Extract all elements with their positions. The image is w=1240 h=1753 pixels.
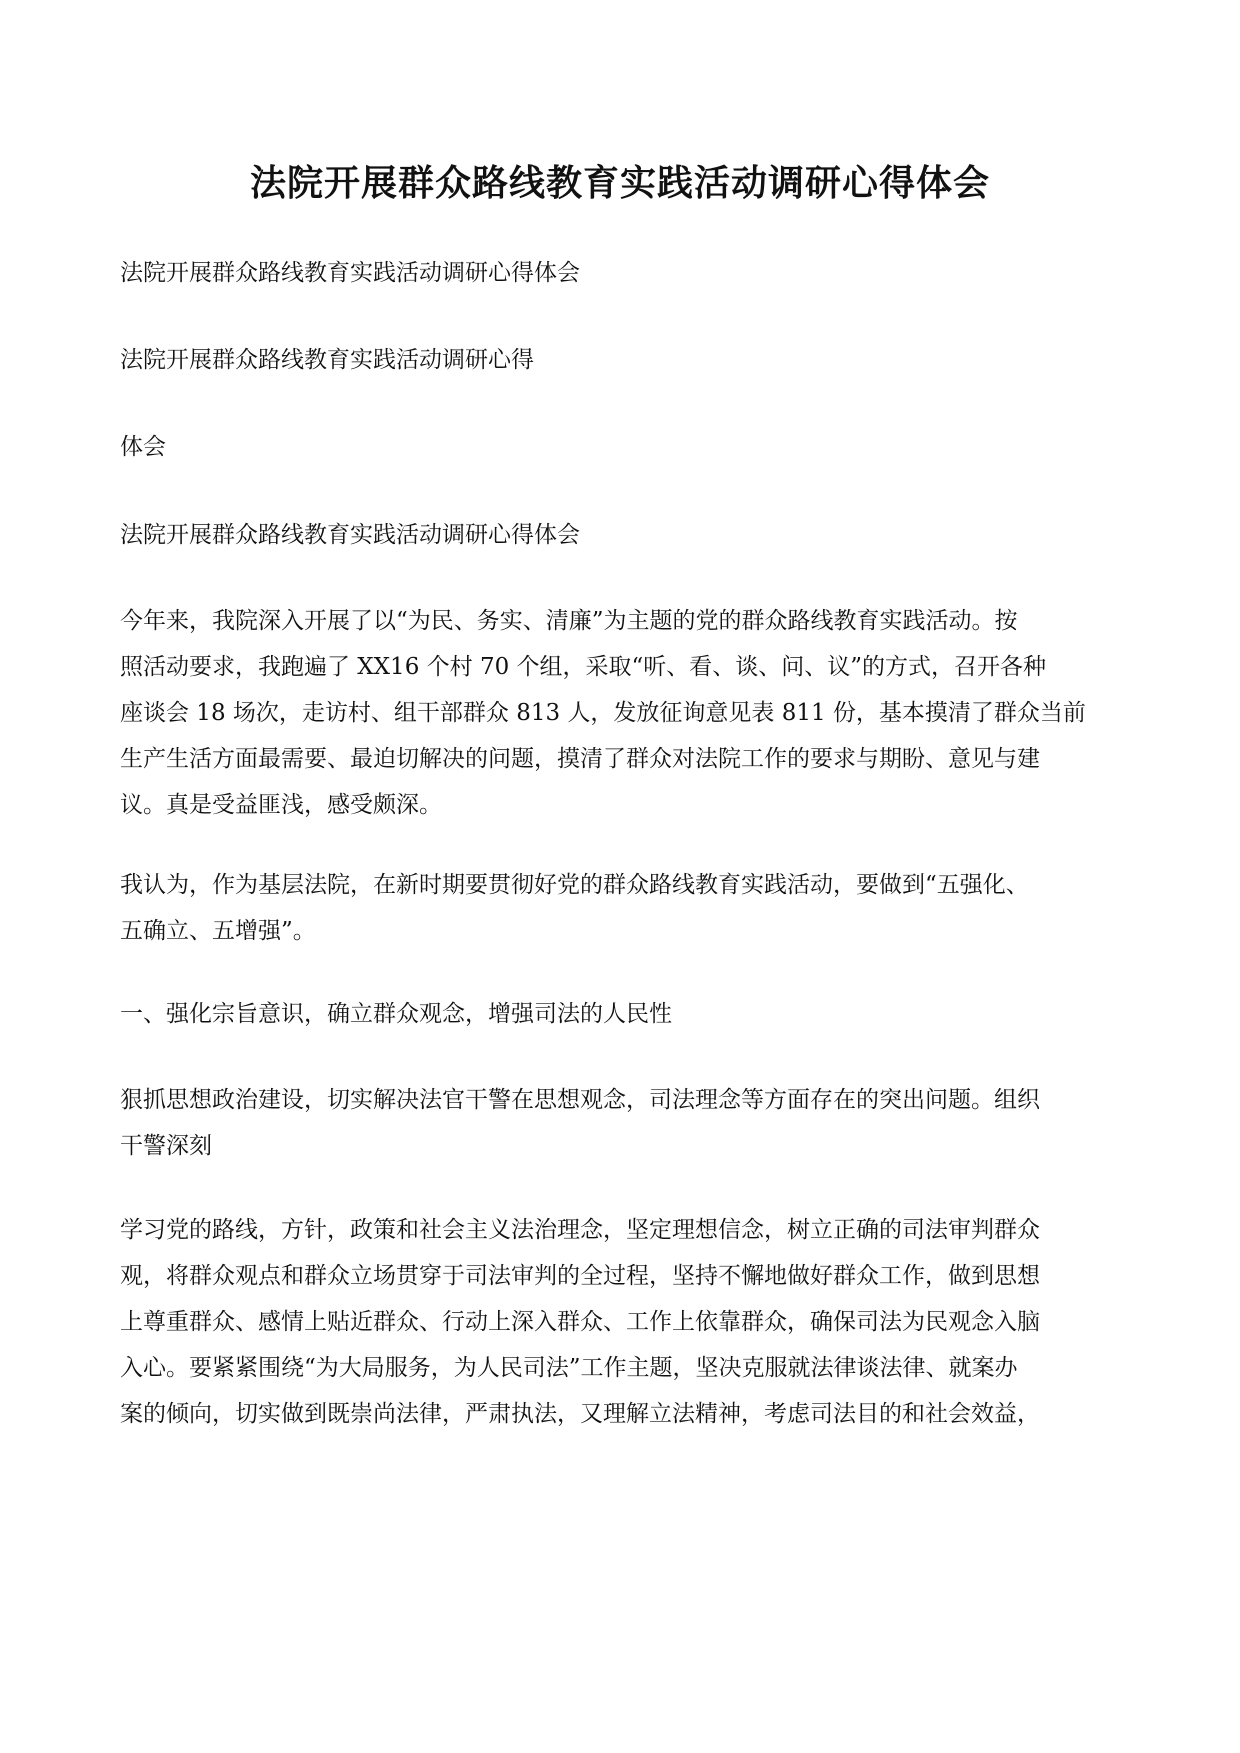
paragraph-heading-repeat-1: 法院开展群众路线教育实践活动调研心得体会 — [120, 260, 580, 286]
section-heading-1: 一、强化宗旨意识，确立群众观念，增强司法的人民性 — [120, 1001, 672, 1027]
paragraph-section-1-b: 学习党的路线，方针，政策和社会主义法治理念，坚定理想信念，树立正确的司法审判群众 观，将群众观点和群众立场贯穿于司法审判的全过程，坚持不懈地做好群众工作，做到思想 上尊重群众、感情上贴近群众、行动上深入群众、工作上依靠群众，确保司法为民观念入脑 入心。要紧紧围绕“为大局服务，为人民司法”工作主题，坚决克服就法律谈法律、就案办 案的倾向，切实做到既崇尚法律，严肃执法，又理解立法精神，考虑司法目的和社会效益， — [120, 1217, 1040, 1427]
paragraph-section-1-a: 狠抓思想政治建设，切实解决法官干警在思想观念，司法理念等方面存在的突出问题。组织 干警深刻 — [120, 1087, 1040, 1159]
paragraph-opinion: 我认为，作为基层法院，在新时期要贯彻好党的群众路线教育实践活动，要做到“五强化、 五确立、五增强”。 — [120, 872, 1029, 944]
paragraph-heading-repeat-3: 法院开展群众路线教育实践活动调研心得体会 — [120, 522, 580, 548]
paragraph-heading-repeat-2: 法院开展群众路线教育实践活动调研心得 — [120, 347, 534, 373]
paragraph-intro: 今年来，我院深入开展了以“为民、务实、清廉”为主题的党的群众路线教育实践活动。按 照活动要求，我跑遍了 XX16 个村 70 个组，采取“听、看、谈、问、议”的方式，召开各种 座谈会 18 场次，走访村、组干部群众 813 人，发放征询意见表 811 份，基本摸清了群众当前 生产生活方面最需要、最迫切解决的问题，摸清了群众对法院工作的要求与期盼、意见与建 议。真是受益匪浅，感受颇深。 — [120, 608, 1086, 818]
paragraph-heading-continuation: 体会 — [120, 434, 166, 460]
document-title: 法院开展群众路线教育实践活动调研心得体会 — [249, 162, 990, 204]
